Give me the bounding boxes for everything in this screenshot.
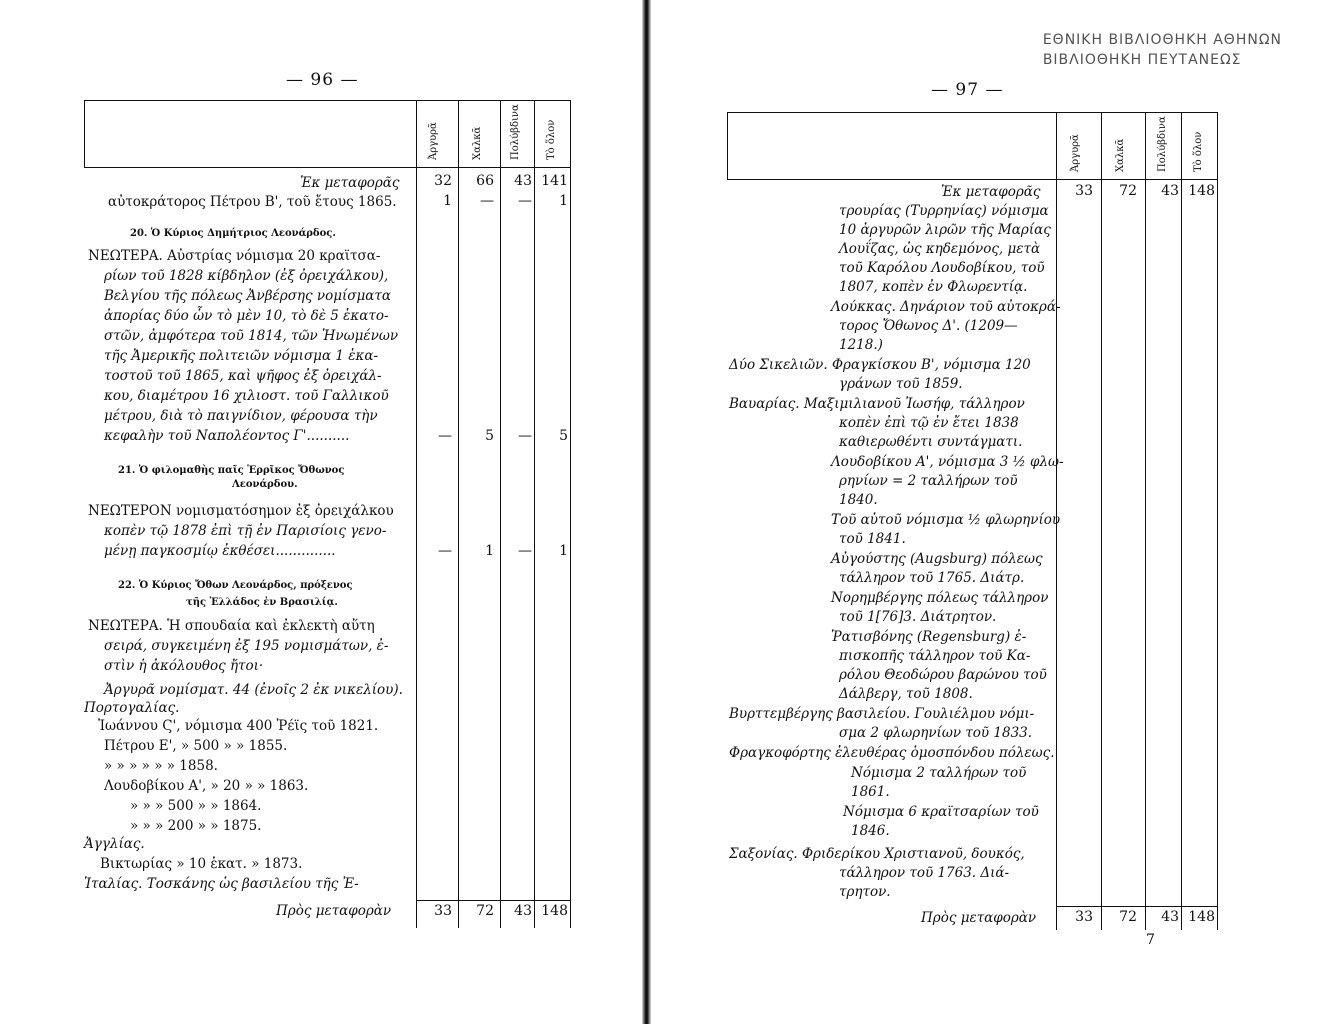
text-line: Βελγίου τῆς πόλεως Ἀνβέρσης νομίσματα [104, 288, 391, 304]
text-line: ΝΕΩΤΕΡΑ. Αὐστρίας νόμισμα 20 κραϊτσα- [88, 248, 381, 264]
text-line: » » » » » » 1858. [104, 758, 218, 774]
text-line: κεφαλὴν τοῦ Ναπολέοντος Γ'.......... [104, 428, 350, 444]
left-page [0, 0, 645, 1024]
text-line: τρητον. [839, 884, 891, 900]
entry-value: — [438, 543, 452, 559]
text-line: Φραγκοφόρτης ἐλευθέρας ὁμοσπόνδου πόλεως. [729, 745, 1055, 761]
entry-value: 1 [559, 543, 568, 559]
text-line: γράνων τοῦ 1859. [839, 376, 963, 392]
section-heading: τῆς Ἑλλάδος ἐν Βρασιλίᾳ. [186, 597, 338, 608]
entry-value: — [518, 193, 532, 209]
column-header: Χαλκᾶ [1115, 138, 1126, 172]
table-left-rule [727, 112, 728, 180]
text-line: ρηνίων = 2 ταλλήρων τοῦ [839, 473, 1018, 489]
text-line: 1846. [851, 823, 890, 839]
column-header: Πολύβδινα [510, 104, 521, 160]
column-rule [458, 100, 459, 928]
header-rule [84, 167, 570, 168]
text-line: κοπὲν ἐπὶ τῷ ἐν ἔτει 1838 [839, 415, 1019, 431]
text-line: Λουδοβίκου Α', νόμισμα 3 ½ φλω- [831, 454, 1064, 470]
page-number: — 96 — [286, 70, 359, 90]
text-line: πισκοπῆς τάλληρον τοῦ Κα- [839, 648, 1031, 664]
text-line: τάλληρον τοῦ 1765. Διάτρ. [839, 570, 1025, 586]
text-line: Ἰταλίας. Τοσκάνης ὡς βασιλείου τῆς Ἐ- [84, 876, 359, 892]
carry-out-label: Πρὸς μεταφορὰν [276, 903, 392, 919]
text-line: Λουΐζας, ὡς κηδεμόνος, μετὰ [839, 241, 1041, 257]
column-rule [1181, 112, 1182, 930]
text-line: ΝΕΩΤΕΡΑ. Ἡ σπουδαία καὶ ἐκλεκτὴ αὕτη [88, 618, 375, 634]
text-line: σειρά, συγκειμένη ἐξ 195 νομισμάτων, ἐ- [104, 638, 389, 654]
entry-value: 1 [443, 193, 452, 209]
carry-out-value: 33 [1075, 909, 1093, 925]
section-heading: 22. Ὁ Κύριος Ὄθων Λεονάρδος, πρόξενος [118, 580, 353, 591]
stamp-line: ΒΙΒΛΙΟΘΗΚΗ ΠΕΥΤΑΝΕΩΣ [1042, 52, 1242, 68]
text-line: τάλληρον τοῦ 1763. Διά- [839, 865, 1010, 881]
text-line: αὐτοκράτορος Πέτρου Β', τοῦ ἔτους 1865. [108, 194, 397, 210]
text-line: 1840. [839, 492, 878, 508]
carry-out-value: 72 [1119, 909, 1137, 925]
carry-in-value: 43 [514, 173, 532, 189]
entry-value: — [518, 543, 532, 559]
table-top-rule [84, 100, 570, 101]
right-page [651, 0, 1328, 1024]
text-line: ἀπορίας δύο ὧν τὸ μὲν 10, τὸ δὲ 5 ἑκατο- [104, 308, 389, 324]
carry-out-value: 43 [1161, 909, 1179, 925]
section-heading: 20. Ὁ Κύριος Δημήτριος Λεονάρδος. [130, 228, 336, 239]
library-stamp [1043, 30, 1282, 70]
text-line: ΝΕΩΤΕΡΟΝ νομισματόσημον ἐξ ὀρειχάλκου [88, 503, 394, 519]
text-line: Πέτρου Ε', » 500 » » 1855. [104, 738, 288, 754]
text-line: 10 ἀργυρῶν λιρῶν τῆς Μαρίας [839, 222, 1051, 238]
carry-in-value: 43 [1161, 183, 1179, 199]
text-line: 1861. [851, 784, 890, 800]
text-line: σμα 2 φλωρηνίων τοῦ 1833. [839, 725, 1033, 741]
carry-in-value: 32 [434, 173, 452, 189]
entry-value: 5 [485, 428, 494, 444]
text-line: τορος Ὄθωνος Δ'. (1209— [839, 318, 1018, 334]
text-line: » » » 200 » » 1875. [130, 818, 262, 834]
text-line: κοπὲν τῷ 1878 ἐπὶ τῇ ἐν Παρισίοις γενο- [104, 523, 387, 539]
entry-value: 5 [559, 428, 568, 444]
carry-in-value: 66 [476, 173, 494, 189]
header-rule [727, 179, 1217, 180]
entry-value: 1 [485, 543, 494, 559]
text-line: κου, διαμέτρου 16 χιλιοστ. τοῦ Γαλλικοῦ [104, 388, 389, 404]
text-line: καθιερωθέντι συντάγματι. [839, 434, 1023, 450]
text-line: ρόλου Θεοδώρου βαρώνου τοῦ [839, 667, 1047, 683]
column-rule [500, 100, 501, 928]
text-line: Βαυαρίας. Μαξιμιλιανοῦ Ἰωσήφ, τάλληρον [729, 396, 1025, 412]
carry-out-value: 43 [514, 903, 532, 919]
text-line: Πορτογαλίας. [84, 700, 180, 716]
table-left-rule [84, 100, 85, 168]
text-line: τοστοῦ τοῦ 1865, καὶ ψῆφος ἐξ ὀρειχάλ- [104, 368, 382, 384]
entry-value: — [438, 428, 452, 444]
column-rule [1145, 112, 1146, 930]
text-line: Δύο Σικελιῶν. Φραγκίσκου Β', νόμισμα 120 [729, 357, 1031, 373]
carry-out-value: 72 [476, 903, 494, 919]
column-header: Πολύβδινα [1157, 116, 1168, 172]
table-top-rule [727, 112, 1217, 113]
text-line: Δάλβεργ, τοῦ 1808. [839, 686, 973, 702]
page-number: — 97 — [931, 80, 1004, 100]
total-rule [416, 900, 570, 901]
text-line: τῆς Ἀμερικῆς πολιτειῶν νόμισμα 1 ἑκα- [104, 348, 379, 364]
text-line: Λουδοβίκου Α', » 20 » » 1863. [104, 778, 309, 794]
column-rule [570, 100, 571, 928]
column-rule [1101, 112, 1102, 930]
carry-out-value: 148 [1188, 909, 1215, 925]
column-header: Τὸ ὅλον [1193, 131, 1204, 172]
text-line: Ἀγγλίας. [84, 836, 145, 852]
text-line: τρουρίας (Τυρρηνίας) νόμισμα [839, 203, 1049, 219]
entry-value: — [518, 428, 532, 444]
signature-mark: 7 [1146, 932, 1155, 948]
text-line: μένῃ παγκοσμίῳ ἐκθέσει.............. [104, 543, 336, 559]
text-line: Ἀργυρᾶ νομίσματ. 44 (ἐνοῖς 2 ἐκ νικελίου). [104, 682, 403, 698]
section-heading: Λεονάρδου. [232, 479, 298, 490]
column-header: Ἀργυρᾶ [1070, 134, 1081, 172]
column-header: Ἀργυρᾶ [428, 122, 439, 160]
text-line: 1807, κοπὲν ἐν Φλωρεντίᾳ. [839, 279, 1028, 295]
section-heading: 21. Ὁ φιλομαθὴς παῖς Ἑρρῖκος Ὄθωνος [118, 465, 345, 476]
total-rule [1056, 906, 1217, 907]
text-line: Τοῦ αὐτοῦ νόμισμα ½ φλωρηνίου [831, 512, 1061, 528]
text-line: τοῦ 1841. [839, 531, 906, 547]
carry-out-value: 33 [434, 903, 452, 919]
text-line: » » » 500 » » 1864. [130, 798, 262, 814]
column-header: Χαλκᾶ [472, 126, 483, 160]
text-line: Λούκκας. Δηνάριον τοῦ αὐτοκρά- [831, 299, 1061, 315]
carry-in-label: Ἐκ μεταφορᾶς [300, 175, 400, 191]
text-line: μέτρου, διὰ τὸ παιγνίδιον, φέρουσα τὴν [104, 408, 378, 424]
text-line: στὶν ἡ ἀκόλουθος ἤτοι· [104, 658, 264, 674]
text-line: Νορημβέργης πόλεως τάλληρον [831, 590, 1049, 606]
carry-in-label: Ἐκ μεταφορᾶς [941, 184, 1041, 200]
text-line: ρίων τοῦ 1828 κίβδηλον (ἐξ ὀρειχάλκου), [104, 268, 389, 284]
text-line: Νόμισμα 2 ταλλήρων τοῦ [851, 765, 1027, 781]
column-rule [1217, 112, 1218, 930]
text-line: Ἰωάννου Ϛ', νόμισμα 400 Ῥέϊς τοῦ 1821. [98, 718, 379, 734]
text-line: τοῦ Καρόλου Λουδοβίκου, τοῦ [839, 260, 1045, 276]
text-line: στῶν, ἀμφότερα τοῦ 1814, τῶν Ἡνωμένων [104, 328, 399, 344]
entry-value: 1 [559, 193, 568, 209]
carry-out-label: Πρὸς μεταφορὰν [921, 910, 1037, 926]
column-rule [534, 100, 535, 928]
text-line: Αὐγούστης (Augsburg) πόλεως [831, 551, 1043, 567]
text-line: Ῥατισβόνης (Regensburg) ἐ- [831, 629, 1027, 645]
text-line: τοῦ 1[76]3. Διάτρητον. [839, 609, 997, 625]
carry-in-value: 148 [1188, 183, 1215, 199]
carry-in-value: 33 [1075, 183, 1093, 199]
carry-in-value: 72 [1119, 183, 1137, 199]
column-rule [416, 100, 417, 928]
text-line: 1218.) [839, 337, 883, 353]
text-line: Σαξονίας. Φριδερίκου Χριστιανοῦ, δουκός, [729, 846, 1025, 862]
column-header: Τὸ ὅλον [546, 119, 557, 160]
text-line: Βικτωρίας » 10 ἑκατ. » 1873. [100, 856, 303, 872]
stamp-line: ΕΘΝΙΚΗ ΒΙΒΛΙΟΘΗΚΗ ΑΘΗΝΩΝ [1042, 32, 1282, 48]
entry-value: — [480, 193, 494, 209]
text-line: Νόμισμα 6 κραϊτσαρίων τοῦ [843, 804, 1039, 820]
book-gutter [642, 0, 651, 1024]
text-line: Βυρττεμβέργης βασιλείου. Γουλιέλμου νόμι- [729, 706, 1035, 722]
carry-in-value: 141 [541, 173, 568, 189]
carry-out-value: 148 [541, 903, 568, 919]
